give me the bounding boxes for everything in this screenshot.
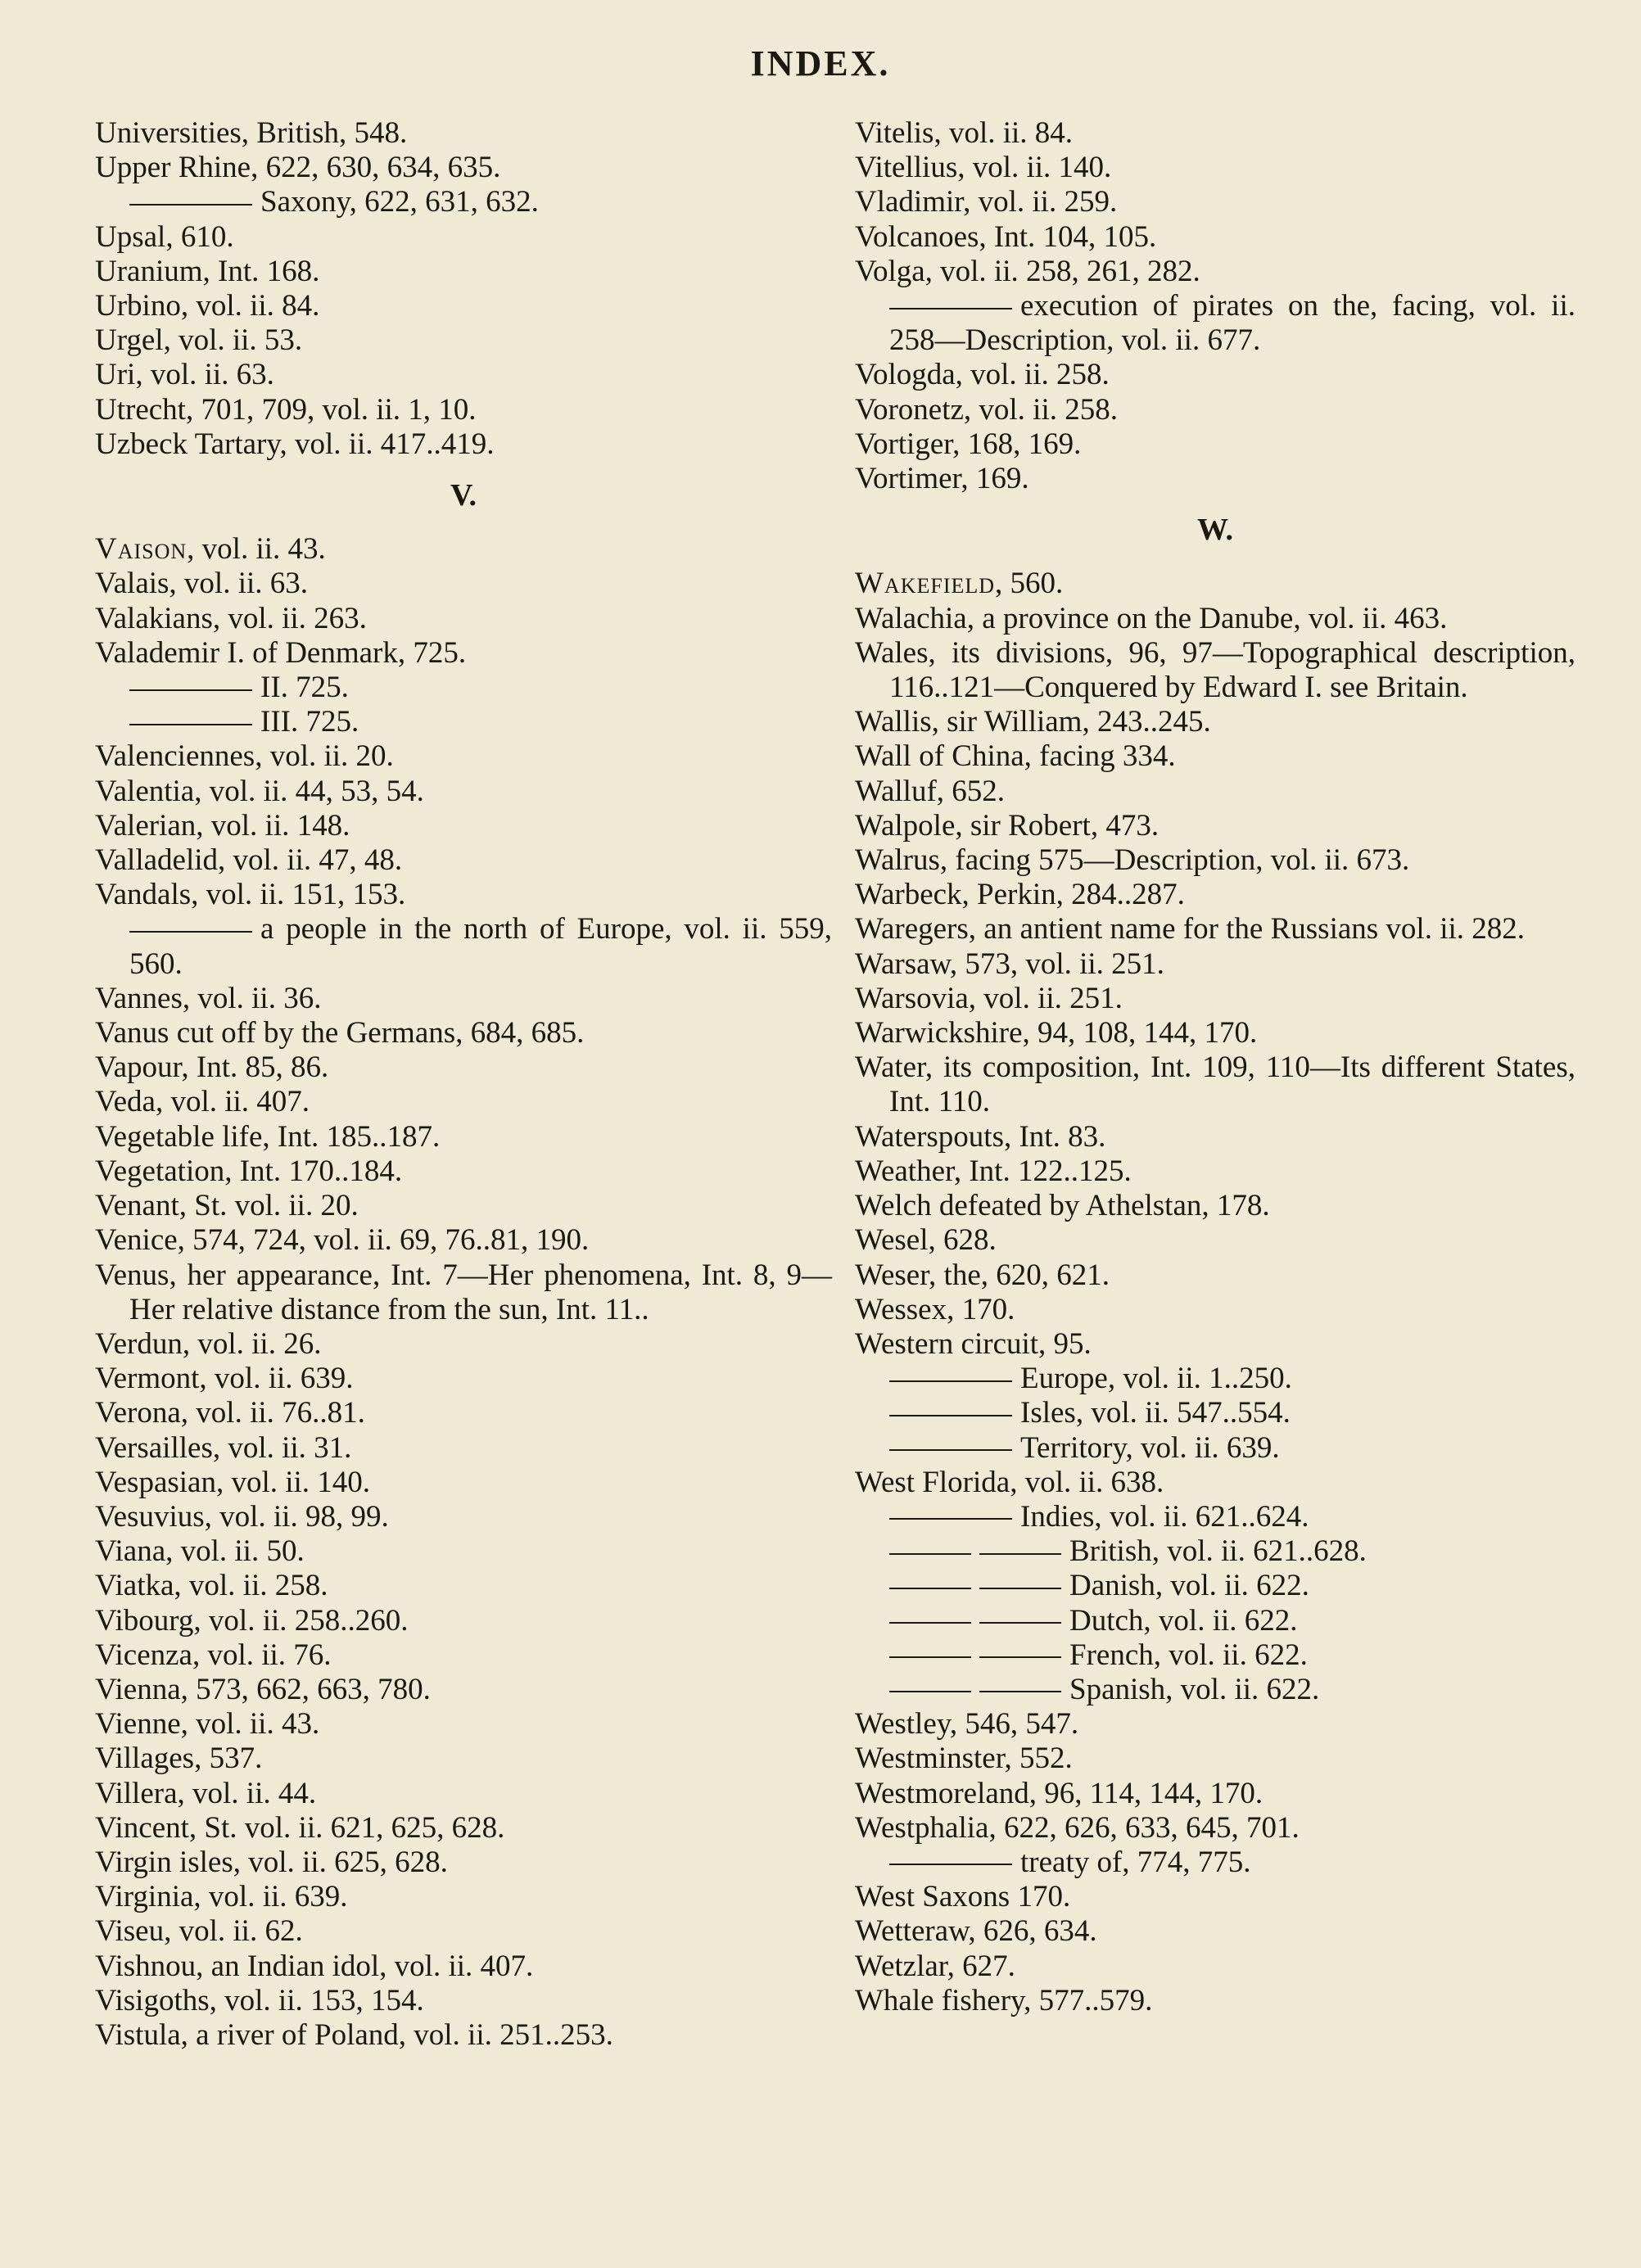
subentry-text: Indies, vol. ii. 621..624. <box>1020 1499 1309 1534</box>
index-entry <box>95 1673 832 1707</box>
index-entry <box>855 739 1575 774</box>
index-subentry <box>855 1431 1575 1466</box>
entry-text: Vistula, a river of Poland, vol. ii. 251..253. <box>95 2017 613 2052</box>
ditto-dash <box>889 1415 1012 1416</box>
entry-text: Warsovia, vol. ii. 251. <box>855 981 1123 1015</box>
subentry-text: III. 725. <box>260 705 359 739</box>
entry-text: Wallis, sir William, 243..245. <box>855 705 1211 739</box>
index-subentry <box>95 185 832 219</box>
entry-text: Westminster, 552. <box>855 1742 1073 1776</box>
index-entry <box>95 116 832 151</box>
ditto-dash <box>889 1518 1012 1520</box>
index-subentry <box>95 912 832 981</box>
index-entry <box>95 532 832 567</box>
subentry-text: French, vol. ii. 622. <box>1069 1638 1308 1672</box>
index-subentry <box>855 1846 1575 1880</box>
subentry-text: Territory, vol. ii. 639. <box>1020 1430 1280 1465</box>
subentry-text: Spanish, vol. ii. 622. <box>1069 1672 1320 1706</box>
entry-text: Vegetation, Int. 170..184. <box>95 1154 403 1188</box>
entry-text: West Saxons 170. <box>855 1880 1071 1914</box>
index-entry <box>855 1466 1575 1500</box>
entry-text: Waterspouts, Int. 83. <box>855 1119 1106 1154</box>
index-entry <box>855 393 1575 427</box>
index-subentry <box>855 1569 1575 1603</box>
index-entry <box>855 1120 1575 1154</box>
entry-text: Vincent, St. vol. ii. 621, 625, 628. <box>95 1810 505 1845</box>
index-entry <box>95 255 832 289</box>
index-entry <box>855 462 1575 496</box>
entry-text: Versailles, vol. ii. 31. <box>95 1430 352 1465</box>
entry-text: Uzbeck Tartary, vol. ii. 417..419. <box>95 427 495 461</box>
entry-text: Vienna, 573, 662, 663, 780. <box>95 1672 431 1706</box>
entry-text: Vienne, vol. ii. 43. <box>95 1707 320 1742</box>
entry-text: Vitellius, vol. ii. 140. <box>855 151 1112 185</box>
ditto-dash <box>979 1553 1061 1555</box>
index-entry <box>855 151 1575 185</box>
entry-text: Vesuvius, vol. ii. 98, 99. <box>95 1499 389 1534</box>
index-entry <box>95 427 832 462</box>
entry-text: Uri, vol. ii. 63. <box>95 358 274 392</box>
entry-text: Vortimer, 169. <box>855 462 1029 496</box>
index-entry <box>95 1846 832 1880</box>
index-entry <box>855 775 1575 809</box>
entry-text: , vol. ii. 43. <box>187 532 326 567</box>
index-entry <box>855 220 1575 255</box>
index-entry <box>95 1189 832 1223</box>
index-entry <box>95 358 832 392</box>
entry-text: Waregers, an antient name for the Russians vol. ii. 282. <box>855 912 1526 947</box>
entry-text: Voronetz, vol. ii. 258. <box>855 392 1118 427</box>
subentry-text: Danish, vol. ii. 622. <box>1069 1569 1309 1603</box>
entry-text: Vespasian, vol. ii. 140. <box>95 1465 371 1499</box>
entry-text: Vegetable life, Int. 185..187. <box>95 1119 441 1154</box>
index-entry <box>95 1949 832 1984</box>
ditto-dash <box>129 204 252 206</box>
entry-text: Villera, vol. ii. 44. <box>95 1776 317 1810</box>
index-entry <box>855 1050 1575 1119</box>
entry-text: Walrus, facing 575—Description, vol. ii. 673. <box>855 843 1410 878</box>
index-entry <box>95 323 832 358</box>
ditto-dash <box>889 1380 1012 1382</box>
index-entry <box>95 1777 832 1811</box>
index-entry <box>855 705 1575 739</box>
page-title: INDEX. <box>750 43 891 84</box>
subentry-text: Isles, vol. ii. 547..554. <box>1020 1396 1291 1430</box>
entry-text: Wall of China, facing 334. <box>855 739 1176 774</box>
index-subentry <box>855 1500 1575 1534</box>
index-subentry <box>855 289 1575 358</box>
index-subentry <box>855 1638 1575 1673</box>
entry-text: Urgel, vol. ii. 53. <box>95 323 303 358</box>
ditto-dash <box>979 1622 1061 1624</box>
index-entry <box>95 1016 832 1050</box>
entry-text: Vitelis, vol. ii. 84. <box>855 116 1074 150</box>
entry-text: Warsaw, 573, vol. ii. 251. <box>855 947 1164 981</box>
index-entry <box>855 636 1575 705</box>
ditto-dash <box>889 1656 971 1658</box>
index-entry <box>95 809 832 843</box>
entry-text: West Florida, vol. ii. 638. <box>855 1465 1164 1499</box>
entry-text: Welch defeated by Athelstan, 178. <box>855 1189 1270 1223</box>
index-subentry <box>95 705 832 739</box>
entry-text: Vortiger, 168, 169. <box>855 427 1082 461</box>
entry-text: Viseu, vol. ii. 62. <box>95 1914 303 1949</box>
entry-text: Warwickshire, 94, 108, 144, 170. <box>855 1016 1258 1050</box>
subentry-text: execution of pirates on the, facing, vol. ii. 258—Description, vol. ii. 677. <box>889 289 1575 358</box>
ditto-dash <box>889 1449 1012 1451</box>
index-entry <box>855 947 1575 982</box>
entry-text: Valentia, vol. ii. 44, 53, 54. <box>95 774 424 808</box>
index-entry <box>855 809 1575 843</box>
entry-text: Westphalia, 622, 626, 633, 645, 701. <box>855 1810 1300 1845</box>
section-letter: W. <box>1196 513 1233 548</box>
index-entry <box>855 185 1575 219</box>
entry-text: Westmoreland, 96, 114, 144, 170. <box>855 1776 1264 1810</box>
index-entry <box>855 1811 1575 1846</box>
entry-text: Walpole, sir Robert, 473. <box>855 808 1160 843</box>
index-entry <box>95 1534 832 1569</box>
index-entry <box>95 151 832 185</box>
subentry-text: British, vol. ii. 621..628. <box>1069 1534 1367 1569</box>
ditto-dash <box>889 308 1012 309</box>
index-entry <box>95 1431 832 1466</box>
entry-text: Vapour, Int. 85, 86. <box>95 1050 329 1085</box>
ditto-dash <box>889 1691 971 1692</box>
index-entry <box>95 982 832 1016</box>
index-entry <box>855 1016 1575 1050</box>
index-entry <box>95 878 832 912</box>
index-entry <box>855 982 1575 1016</box>
entry-text: Virgin isles, vol. ii. 625, 628. <box>95 1845 448 1879</box>
entry-text: , 560. <box>995 567 1064 601</box>
entry-text: Walachia, a province on the Danube, vol. ii. 463. <box>855 601 1448 635</box>
index-column-right <box>855 116 1575 2018</box>
entry-text: Volga, vol. ii. 258, 261, 282. <box>855 254 1200 288</box>
index-entry <box>95 1362 832 1396</box>
entry-text: Virginia, vol. ii. 639. <box>95 1880 348 1914</box>
entry-text: Villages, 537. <box>95 1742 263 1776</box>
entry-head: Vaison <box>95 532 188 567</box>
entry-text: Vandals, vol. ii. 151, 153. <box>95 878 406 912</box>
index-column-left <box>95 116 832 2053</box>
index-entry <box>855 567 1575 601</box>
entry-text: Visigoths, vol. ii. 153, 154. <box>95 1983 424 2017</box>
ditto-dash <box>889 1864 1012 1865</box>
index-entry <box>95 1742 832 1776</box>
ditto-dash <box>889 1622 971 1624</box>
entry-text: Venant, St. vol. ii. 20. <box>95 1189 359 1223</box>
subentry-text: Saxony, 622, 631, 632. <box>260 185 539 219</box>
index-entry <box>855 1707 1575 1742</box>
index-entry <box>855 1154 1575 1189</box>
ditto-dash <box>979 1588 1061 1589</box>
entry-text: Weather, Int. 122..125. <box>855 1154 1132 1188</box>
index-entry <box>95 775 832 809</box>
index-entry <box>855 843 1575 878</box>
index-entry <box>95 739 832 774</box>
entry-text: Veda, vol. ii. 407. <box>95 1085 310 1119</box>
index-entry <box>855 1327 1575 1362</box>
entry-text: Walluf, 652. <box>855 774 1006 808</box>
entry-text: Upsal, 610. <box>95 219 234 254</box>
index-entry <box>855 1258 1575 1293</box>
ditto-dash <box>129 689 252 691</box>
entry-text: Wessex, 170. <box>855 1292 1015 1326</box>
ditto-dash <box>889 1553 971 1555</box>
index-entry <box>855 912 1575 947</box>
index-entry <box>855 1984 1575 2018</box>
entry-text: Warbeck, Perkin, 284..287. <box>855 878 1185 912</box>
entry-text: Vishnou, an Indian idol, vol. ii. 407. <box>95 1949 534 1983</box>
index-entry <box>855 1293 1575 1327</box>
entry-text: Verdun, vol. ii. 26. <box>95 1326 322 1361</box>
index-entry <box>95 1258 832 1327</box>
index-entry <box>95 1604 832 1638</box>
index-entry <box>95 1811 832 1846</box>
index-entry <box>95 1500 832 1534</box>
ditto-dash <box>979 1656 1061 1658</box>
entry-text: Venus, her appearance, Int. 7—Her phenomena, Int. 8, 9—Her relative distance from the sun, Int. 11.. <box>95 1258 832 1326</box>
entry-text: Water, its composition, Int. 109, 110—Its different States, Int. 110. <box>855 1050 1575 1119</box>
index-subentry <box>855 1362 1575 1396</box>
entry-text: Vologda, vol. ii. 258. <box>855 358 1110 392</box>
index-entry <box>95 289 832 323</box>
index-entry <box>95 567 832 601</box>
index-entry <box>95 1120 832 1154</box>
index-entry <box>95 1396 832 1430</box>
subentry-text: Dutch, vol. ii. 622. <box>1069 1603 1298 1638</box>
index-entry <box>855 116 1575 151</box>
index-entry <box>95 1327 832 1362</box>
index-entry <box>95 636 832 671</box>
subentry-text: II. 725. <box>260 671 349 705</box>
entry-text: Volcanoes, Int. 104, 105. <box>855 219 1157 254</box>
index-entry <box>95 1707 832 1742</box>
index-entry <box>95 843 832 878</box>
index-entry <box>855 1189 1575 1223</box>
entry-text: Weser, the, 620, 621. <box>855 1258 1110 1292</box>
entry-text: Urbino, vol. ii. 84. <box>95 289 320 323</box>
index-subentry <box>95 671 832 705</box>
index-entry <box>855 878 1575 912</box>
index-entry <box>95 1154 832 1189</box>
index-entry <box>95 1085 832 1119</box>
index-entry <box>95 1466 832 1500</box>
entry-text: Uranium, Int. 168. <box>95 254 320 288</box>
index-entry <box>855 1914 1575 1949</box>
index-entry <box>855 255 1575 289</box>
entry-text: Viana, vol. ii. 50. <box>95 1534 305 1569</box>
subentry-text: Europe, vol. ii. 1..250. <box>1020 1362 1292 1396</box>
entry-text: Vannes, vol. ii. 36. <box>95 981 322 1015</box>
entry-text: Vermont, vol. ii. 639. <box>95 1362 354 1396</box>
ditto-dash <box>979 1691 1061 1692</box>
entry-text: Vanus cut off by the Germans, 684, 685. <box>95 1016 585 1050</box>
entry-text: Upper Rhine, 622, 630, 634, 635. <box>95 151 501 185</box>
entry-text: Vladimir, vol. ii. 259. <box>855 185 1118 219</box>
entry-text: Valais, vol. ii. 63. <box>95 567 309 601</box>
entry-text: Universities, British, 548. <box>95 116 408 150</box>
entry-text: Vibourg, vol. ii. 258..260. <box>95 1603 409 1638</box>
entry-text: Venice, 574, 724, vol. ii. 69, 76..81, 190. <box>95 1223 590 1258</box>
index-entry <box>95 393 832 427</box>
entry-text: Whale fishery, 577..579. <box>855 1983 1153 2017</box>
index-entry <box>855 1777 1575 1811</box>
entry-text: Vicenza, vol. ii. 76. <box>95 1638 332 1672</box>
index-entry <box>855 1880 1575 1914</box>
entry-text: Wesel, 628. <box>855 1223 997 1258</box>
index-entry <box>95 2018 832 2053</box>
ditto-dash <box>129 931 252 933</box>
entry-text: Viatka, vol. ii. 258. <box>95 1569 328 1603</box>
entry-text: Valenciennes, vol. ii. 20. <box>95 739 394 774</box>
entry-text: Valerian, vol. ii. 148. <box>95 808 350 843</box>
index-subentry <box>855 1673 1575 1707</box>
index-entry <box>95 1638 832 1673</box>
index-subentry <box>855 1604 1575 1638</box>
entry-text: Wales, its divisions, 96, 97—Topographical description, 116..121—Conquered by Edward I. see Britain. <box>855 635 1575 705</box>
entry-text: Valladelid, vol. ii. 47, 48. <box>95 843 403 878</box>
index-subentry <box>855 1396 1575 1430</box>
ditto-dash <box>129 724 252 725</box>
index-entry <box>95 1880 832 1914</box>
entry-text: Valademir I. of Denmark, 725. <box>95 635 467 670</box>
entry-text: Valakians, vol. ii. 263. <box>95 601 367 635</box>
index-entry <box>855 602 1575 636</box>
subentry-text: treaty of, 774, 775. <box>1020 1845 1251 1879</box>
entry-text: Verona, vol. ii. 76..81. <box>95 1396 365 1430</box>
index-entry <box>95 1569 832 1603</box>
index-entry <box>95 1914 832 1949</box>
index-entry <box>95 1223 832 1258</box>
entry-text: Wetteraw, 626, 634. <box>855 1914 1097 1949</box>
entry-head: Wakefield <box>855 567 996 601</box>
index-entry <box>95 220 832 255</box>
index-subentry <box>855 1534 1575 1569</box>
entry-text: Western circuit, 95. <box>855 1326 1092 1361</box>
index-entry <box>95 602 832 636</box>
entry-text: Utrecht, 701, 709, vol. ii. 1, 10. <box>95 392 477 427</box>
subentry-text: a people in the north of Europe, vol. ii. 559, 560. <box>129 912 832 981</box>
index-entry <box>855 1742 1575 1776</box>
index-entry <box>95 1984 832 2018</box>
index-entry <box>95 1050 832 1085</box>
index-entry <box>855 1223 1575 1258</box>
entry-text: Westley, 546, 547. <box>855 1707 1079 1742</box>
index-entry <box>855 358 1575 392</box>
index-entry <box>855 1949 1575 1984</box>
section-letter: V. <box>450 478 477 513</box>
index-entry <box>855 427 1575 462</box>
ditto-dash <box>889 1588 971 1589</box>
entry-text: Wetzlar, 627. <box>855 1949 1015 1983</box>
